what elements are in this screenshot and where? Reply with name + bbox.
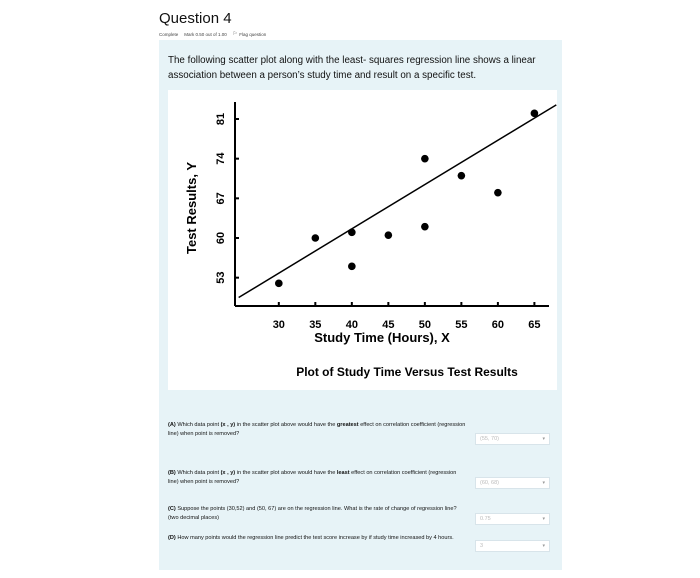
part-b-answer: (60, 68) [480, 480, 499, 486]
part-a-emph: greatest [336, 422, 359, 428]
scatter-plot-image [168, 90, 557, 390]
y-tick-label: 74 [214, 152, 227, 165]
part-a-label: (A) [168, 422, 176, 428]
part-a-text-post: effect on correlation coefficient (regression line) when point is removed? [168, 422, 466, 437]
part-d-label: (D) [168, 535, 176, 541]
data-point [275, 280, 283, 288]
part-c-text: Suppose the points (30,52) and (50, 67) are on the regression line. What is the rate of change of regression line? (two decimal places) [168, 506, 457, 521]
part-d-answer-input[interactable] [475, 540, 550, 552]
part-a-question [168, 421, 468, 439]
dropdown-arrow-icon: ▾ [542, 543, 545, 549]
data-point [385, 231, 393, 239]
x-tick-label: 65 [528, 319, 541, 331]
data-point [421, 155, 429, 163]
part-c-label: (C) [168, 506, 176, 512]
part-b-emph: least [336, 470, 350, 476]
part-c-answer: 0.75 [480, 516, 491, 522]
part-b-text-pre: Which data point [177, 470, 221, 476]
part-b-question [168, 469, 468, 487]
x-tick-label: 35 [309, 319, 322, 331]
data-point [348, 229, 356, 237]
part-a-var: (x , y) [220, 422, 236, 428]
x-tick-label: 45 [382, 319, 395, 331]
part-b-label: (B) [168, 470, 176, 476]
part-a-answer: (55, 70) [480, 436, 499, 442]
x-tick-label: 30 [272, 319, 285, 331]
part-b-var: (x , y) [220, 470, 236, 476]
x-tick-label: 40 [345, 319, 358, 331]
y-tick-label: 53 [214, 271, 227, 284]
dropdown-arrow-icon: ▾ [542, 436, 545, 442]
data-point [312, 234, 320, 242]
data-point [348, 263, 356, 271]
flag-icon: ⚐ [232, 31, 238, 37]
flag-question-link[interactable] [233, 31, 267, 37]
part-b-answer-select[interactable] [475, 477, 550, 489]
y-tick-label: 60 [214, 231, 227, 245]
part-d-question [168, 534, 468, 543]
status-text: Complete [159, 31, 179, 37]
x-tick-label: 55 [455, 319, 468, 331]
mark-text: Mark 0.50 out of 1.00 [184, 31, 227, 37]
y-tick-label: 67 [214, 192, 227, 205]
data-point [494, 189, 502, 197]
scatter-plot [168, 90, 557, 390]
data-point [421, 223, 429, 231]
regression-line [239, 105, 557, 298]
intro-text: The following scatter plot along with the least- squares regression line shows a linear association between a person’s study time and result on a specific test. [168, 55, 536, 81]
flag-label: Flag question [239, 31, 267, 37]
x-axis-label: Study Time (Hours), X [314, 330, 450, 345]
part-d-answer: 3 [480, 543, 484, 549]
data-point [458, 172, 466, 180]
y-tick-label: 81 [214, 112, 227, 126]
part-a-answer-select[interactable] [475, 433, 550, 445]
part-c-question [168, 505, 468, 523]
question-title: Question 4 [159, 10, 232, 27]
x-tick-label: 60 [491, 319, 505, 331]
part-a-text-mid: in the scatter plot above would have the [235, 422, 337, 428]
x-tick-label: 50 [418, 319, 431, 331]
question-meta [159, 31, 266, 37]
part-c-answer-input[interactable] [475, 513, 550, 525]
part-d-text: How many points would the regression line predict the test score increase by if study time increased by 4 hours. [177, 535, 454, 541]
data-point [531, 110, 539, 118]
dropdown-arrow-icon: ▾ [542, 516, 545, 522]
y-axis-label: Test Results, Y [184, 162, 199, 254]
dropdown-arrow-icon: ▾ [542, 480, 545, 486]
part-b-text-post: effect on correlation coefficient (regression line) when point is removed? [168, 470, 457, 485]
part-b-text-mid: in the scatter plot above would have the [235, 470, 337, 476]
chart-title: Plot of Study Time Versus Test Results [296, 365, 518, 379]
part-a-text-pre: Which data point [177, 422, 221, 428]
